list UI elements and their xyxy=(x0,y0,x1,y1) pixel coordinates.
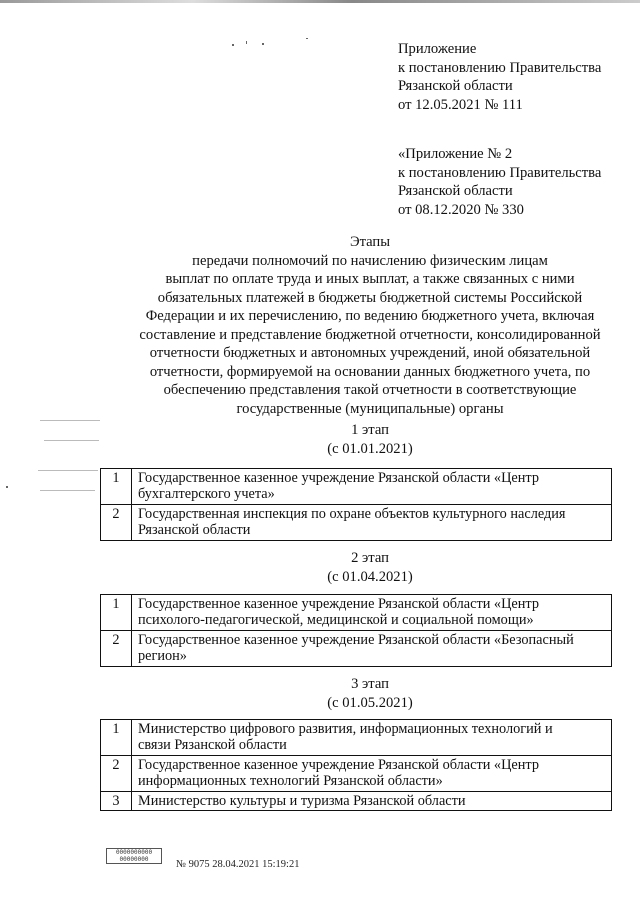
title-line: обязательных платежей в бюджеты бюджетной системы Российской xyxy=(157,289,583,306)
stage-3-heading xyxy=(100,675,640,713)
document-title xyxy=(100,233,640,418)
appendix-line: от 08.12.2020 № 330 xyxy=(398,201,524,218)
row-number: 1 xyxy=(101,720,132,756)
org-line: Рязанской области xyxy=(138,522,251,538)
table-row xyxy=(101,720,612,756)
registry-stamp: 0000000000 00000000 xyxy=(106,848,162,864)
stage-3-table xyxy=(100,719,612,811)
row-number: 1 xyxy=(101,595,132,631)
scan-speck xyxy=(44,440,99,441)
appendix-header xyxy=(398,145,601,219)
org-line: Государственная инспекция по охране объектов культурного наследия xyxy=(138,506,566,522)
row-organization xyxy=(132,720,612,756)
title-heading: Этапы xyxy=(349,234,391,250)
stage-date: (с 01.01.2021) xyxy=(327,441,413,457)
org-line: Министерство цифрового развития, информационных технологий и xyxy=(138,721,553,737)
stage-1-heading xyxy=(100,421,640,459)
stage-2-table xyxy=(100,594,612,667)
scan-speck xyxy=(262,43,264,45)
org-line: регион» xyxy=(138,648,187,664)
registration-number: № 9075 28.04.2021 15:19:21 xyxy=(176,859,300,870)
stage-title: 3 этап xyxy=(351,676,389,692)
org-line: Государственное казенное учреждение Рязанской области «Центр xyxy=(138,757,539,773)
row-number: 2 xyxy=(101,631,132,667)
row-number: 2 xyxy=(101,756,132,792)
appendix-line: «Приложение № 2 xyxy=(398,146,513,162)
row-number: 2 xyxy=(101,505,132,541)
table-row xyxy=(101,469,612,505)
org-line: Государственное казенное учреждение Рязанской области «Безопасный xyxy=(138,632,574,648)
row-organization xyxy=(132,595,612,631)
org-line: психолого-педагогической, медицинской и социальной помощи» xyxy=(138,612,534,628)
title-line: отчетности, формируемой на основании данных бюджетного учета, по xyxy=(149,363,591,380)
scan-speck xyxy=(246,41,247,44)
org-line: Государственное казенное учреждение Рязанской области «Центр xyxy=(138,596,539,612)
stage-date: (с 01.04.2021) xyxy=(327,569,413,585)
header-line: от 12.05.2021 № 111 xyxy=(398,96,523,113)
table-row xyxy=(101,792,612,811)
table-row xyxy=(101,595,612,631)
scan-speck xyxy=(306,38,308,39)
org-line: бухгалтерского учета» xyxy=(138,486,275,502)
row-number: 3 xyxy=(101,792,132,811)
stage-date: (с 01.05.2021) xyxy=(327,695,413,711)
org-line: Министерство культуры и туризма Рязанской области xyxy=(138,793,466,809)
org-line: связи Рязанской области xyxy=(138,737,287,753)
scan-speck xyxy=(6,486,8,488)
row-organization xyxy=(132,505,612,541)
row-organization xyxy=(132,469,612,505)
table-row xyxy=(101,505,612,541)
header-line: к постановлению Правительства xyxy=(398,59,602,76)
appendix-line: к постановлению Правительства xyxy=(398,164,602,181)
row-number: 1 xyxy=(101,469,132,505)
scan-edge xyxy=(0,0,640,3)
table-row xyxy=(101,631,612,667)
scan-speck xyxy=(38,470,98,471)
table-row xyxy=(101,756,612,792)
title-line: отчетности бюджетных и автономных учреждений, иной обязательной xyxy=(149,345,591,361)
stage-title: 2 этап xyxy=(351,550,389,566)
row-organization xyxy=(132,631,612,667)
row-organization xyxy=(132,756,612,792)
appendix-line: Рязанской области xyxy=(398,183,513,199)
title-line: составление и представление бюджетной отчетности, консолидированной xyxy=(139,326,601,343)
stage-title: 1 этап xyxy=(351,422,389,438)
scan-speck xyxy=(40,490,95,491)
header-line: Рязанской области xyxy=(398,78,513,94)
stage-1-table xyxy=(100,468,612,541)
title-line: Федерации и их перечислению, по ведению бюджетного учета, включая xyxy=(145,308,595,324)
scan-speck xyxy=(40,420,100,421)
row-organization xyxy=(132,792,612,811)
org-line: Государственное казенное учреждение Рязанской области «Центр xyxy=(138,470,539,486)
title-line: передачи полномочий по начислению физическим лицам xyxy=(192,252,548,269)
scan-speck xyxy=(232,44,234,46)
title-line: обеспечению представления такой отчетности в соответствующие xyxy=(163,382,577,398)
stage-2-heading xyxy=(100,549,640,587)
title-line: выплат по оплате труда и иных выплат, а также связанных с ними xyxy=(165,271,575,287)
order-header xyxy=(398,40,601,114)
org-line: информационных технологий Рязанской области» xyxy=(138,773,443,789)
title-line: государственные (муниципальные) органы xyxy=(236,400,504,417)
header-line: Приложение xyxy=(398,41,477,57)
